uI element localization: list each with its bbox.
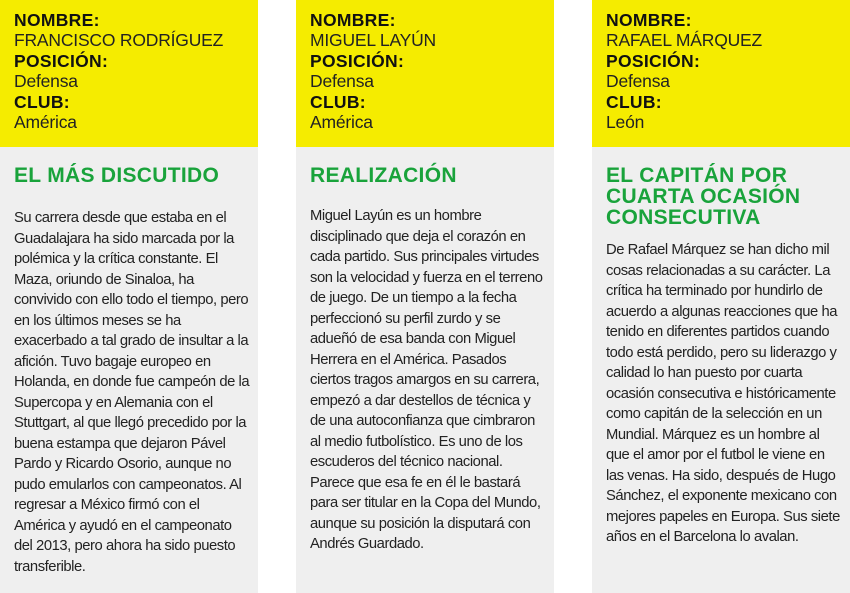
- player-club: América: [14, 112, 77, 132]
- posicion-label: POSICIÓN:: [310, 51, 405, 71]
- player-name: MIGUEL LAYÚN: [310, 30, 436, 50]
- nombre-label: NOMBRE:: [310, 10, 396, 30]
- player-club: América: [310, 112, 373, 132]
- player-name: FRANCISCO RODRÍGUEZ: [14, 30, 224, 50]
- club-label: CLUB:: [310, 92, 366, 112]
- player-info-box: [592, 0, 850, 147]
- player-position: Defensa: [606, 71, 670, 91]
- card-body-text: Miguel Layún es un hombre disciplinado que deja el corazón en cada partido. Sus principales virtudes son la velocidad y fuerza en el terreno de juego. De un tiempo a la fecha perfeccionó su perfil zurdo y se adueñó de esa banda con Miguel Herrera en el América. Pasados ciertos tragos amargos en su carrera, empezó a dar destellos de técnica y de una autoconfianza que cimbraron al medio futbolístico. Es uno de los escuderos del técnico nacional. Parece que esa fe en él le bastará para ser titular en la Copa del Mundo, aunque su posición la disputará con Andrés Guardado.: [310, 208, 543, 552]
- player-card-rodriguez: [0, 0, 258, 593]
- card-title: EL CAPITÁN POR CUARTA OCASIÓN CONSECUTIVA: [606, 164, 801, 229]
- card-title: EL MÁS DISCUTIDO: [14, 164, 220, 187]
- nombre-label: NOMBRE:: [606, 10, 692, 30]
- club-label: CLUB:: [606, 92, 662, 112]
- card-body-text: Su carrera desde que estaba en el Guadalajara ha sido marcada por la polémica y la crítica constante. El Maza, oriundo de Sinaloa, ha convivido con ello todo el tiempo, pero en los últimos meses se ha exacerbado a tal grado de insultar a la afición. Tuvo bagaje europeo en Holanda, en donde fue campeón de la Supercopa y en Alemania con el Stuttgart, al que llegó precedido por la buena estampa que dejaron Pável Pardo y Ricardo Osorio, aunque no pudo emularlos con campeonatos. Al regresar a México firmó con el América y ayudó en el campeonato del 2013, pero ahora ha sido puesto transferible.: [14, 210, 250, 575]
- posicion-label: POSICIÓN:: [14, 51, 109, 71]
- player-name: RAFAEL MÁRQUEZ: [606, 30, 763, 50]
- club-label: CLUB:: [14, 92, 70, 112]
- card-body-text: De Rafael Márquez se han dicho mil cosas relacionadas a su carácter. La crítica ha terminado por hundirlo de acuerdo a algunas reacciones que ha tenido en diferentes partidos cuando todo está perdido, pero su liderazgo y calidad lo han puesto por cuarta ocasión consecutiva e históricamente como capitán de la selección en un Mundial. Márquez es un hombre al que el amor por el futbol le viene en las venas. Ha sido, después de Hugo Sánchez, el exponente mexicano con mejores papeles en Europa. Sus siete años en el Barcelona lo avalan.: [606, 242, 840, 545]
- posicion-label: POSICIÓN:: [606, 51, 701, 71]
- player-info-box: [296, 0, 554, 147]
- player-club: León: [606, 112, 645, 132]
- player-position: Defensa: [14, 71, 78, 91]
- nombre-label: NOMBRE:: [14, 10, 100, 30]
- player-card-marquez: [592, 0, 850, 593]
- player-card-layun: [296, 0, 554, 593]
- card-title: REALIZACIÓN: [310, 164, 457, 187]
- player-position: Defensa: [310, 71, 374, 91]
- player-info-box: [0, 0, 258, 147]
